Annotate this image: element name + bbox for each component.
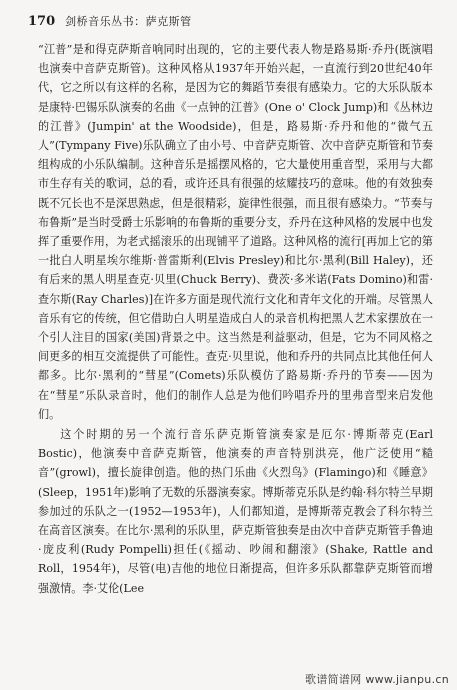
paragraph-1: “江普”是和得克萨斯音响同时出现的，它的主要代表人物是路易斯·乔丹(既演唱也演奏中音萨克斯管)。这种风格从1937年开始兴起，一直流行到20世纪40年代，它之所以有这样的名称，是因为它的舞蹈节奏很有感染力。它的大乐队版本是康特·巴锡乐队演奏的名曲《一点钟的江普》(One o' Clock Jump)和《丛林边的江普》(Jumpin' at the Woodside)，但是，路易斯·乔丹和他的“微气五人”(Tympany Five)乐队确立了由小号、中音萨克斯管、次中音萨克斯管和节奏组构成的小乐队编制。这种音乐是摇摆风格的，它大量使用重音型，采用与大都市生存有关的歌词，总的看，或许还具有很强的炫耀技巧的意味。他的有效独奏既不冗长也不是深思熟虑，但是很精彩，旋律性很强，而且很有感染力。“节奏与布鲁斯”是当时受爵士乐影响的布鲁斯的重要分支，乔丹在这种风格的发展中也发挥了重要作用，为老式摇滚乐的出现铺平了道路。这种风格的流行[再加上它的第一批白人明星埃尔维斯·普雷斯利(Elvis Presley)和比尔·黑利(Bill Haley)，还有后来的黑人明星查克·贝里(Chuck Berry)、费茨·多米诺(Fats Domino)和雷·查尔斯(Ray Charles)]在许多方面是现代流行文化和青年文化的开端。尽管黑人音乐有它的传统，但它借助白人明星造成白人的录音机构把黑人艺术家摆放在一个引人注目的国家(美国)背景之中。这当然是利益驱动，但是，它为不同风格之间更多的相互交流提供了可能性。查克·贝里说，他和乔丹的共同点比其他任何人都多。比尔·黑利的“彗星”(Comets)乐队模仿了路易斯·乔丹的节奏——因为在“彗星”乐队录音时，他们的制作人总是为他们吟唱乔丹的里弗音型来启发他们。 bbox=[38, 43, 433, 421]
page-header bbox=[28, 13, 192, 29]
running-title: 剑桥音乐丛书：萨克斯管 bbox=[65, 15, 192, 28]
body-text bbox=[38, 40, 433, 598]
watermark-text: 歌谱简谱网 www.jianpu.cn bbox=[305, 673, 449, 686]
paragraph-2: 这个时期的另一个流行音乐萨克斯管演奏家是厄尔·博斯蒂克(Earl Bostic)，他演奏中音萨克斯管，他演奏的声音特别洪亮，他广泛使用“糙音”(growl)，擅长旋律创造。他的热门乐曲《火烈鸟》(Flamingo)和《睡意》(Sleep，1951年)影响了无数的乐器演奏家。博斯蒂克乐队是约翰·科尔特兰早期参加过的乐队之一(1952—1953年)，人们都知道，是博斯蒂克教会了科尔特兰在高音区演奏。在比尔·黑利的乐队里，萨克斯管独奏是由次中音萨克斯管手鲁迪·庞皮利(Rudy Pompelli)担任(《摇动、吵闹和翻滚》(Shake, Rattle and Roll，1954年)，尽管(电)吉他的地位日渐提高，但许多乐队都靠萨克斯管而增强激情。李·艾伦(Lee bbox=[38, 428, 433, 595]
page-number: 170 bbox=[28, 14, 56, 29]
